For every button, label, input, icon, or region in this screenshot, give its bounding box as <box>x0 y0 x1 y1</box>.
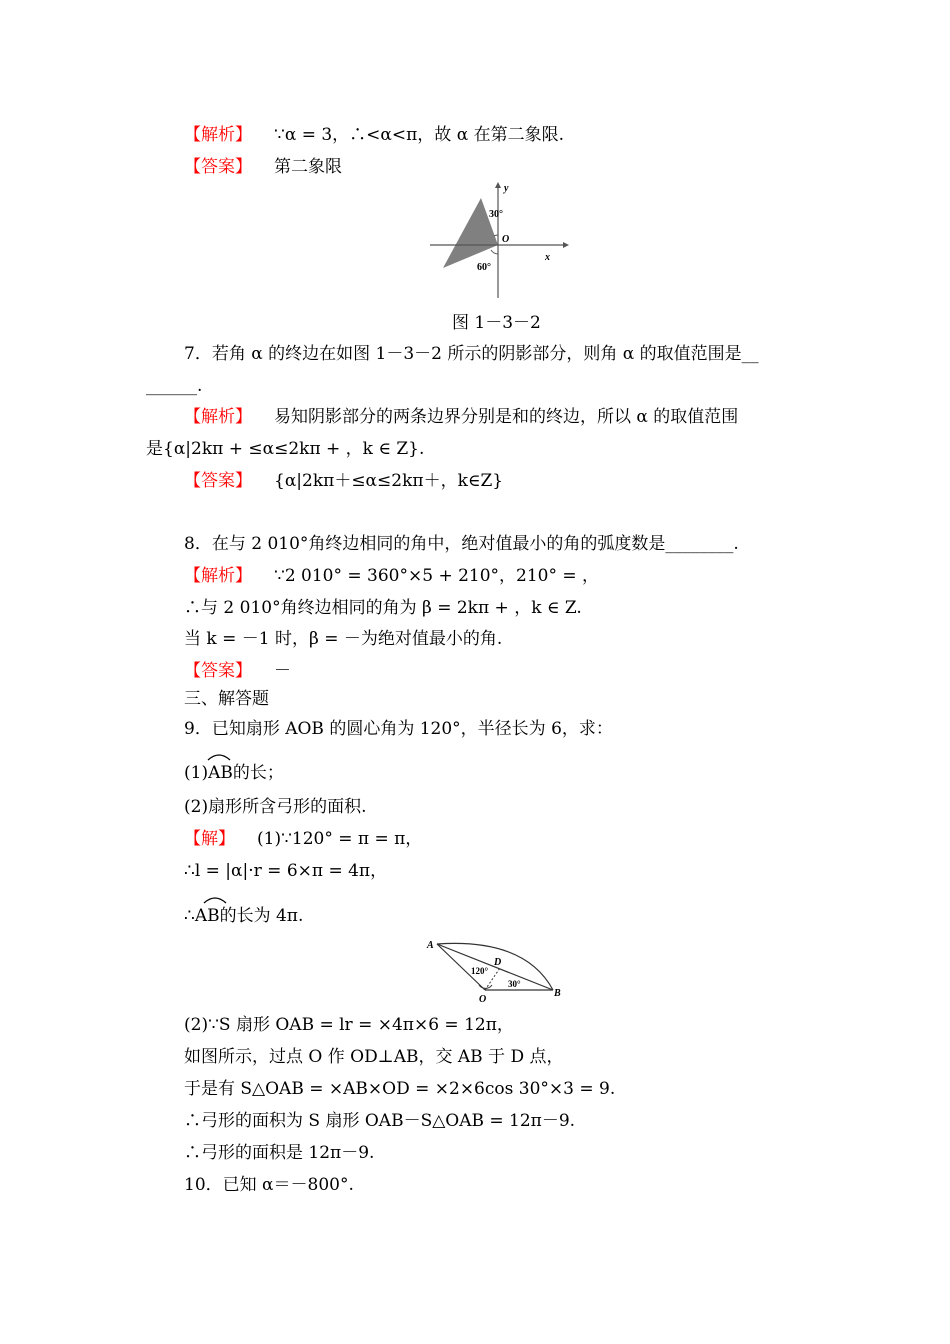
analysis-line-2 <box>184 406 738 428</box>
solution-line-2 <box>184 860 387 882</box>
y-label: y <box>504 183 509 194</box>
analysis-tag: 【解析】 <box>184 566 252 586</box>
answer-line-2 <box>184 470 503 492</box>
point-b-label: B <box>554 988 561 999</box>
angle-arc-top <box>494 235 498 236</box>
solution-line-5 <box>184 1046 564 1068</box>
solution-line-6 <box>184 1078 615 1100</box>
question-7-line-2 <box>146 375 202 397</box>
angle-label-60: 60° <box>477 262 491 273</box>
origin-label: O <box>502 234 510 245</box>
x-axis-arrow-icon <box>563 242 569 248</box>
answer-text: － <box>274 661 291 681</box>
question-10 <box>184 1174 354 1196</box>
question-8 <box>184 533 739 555</box>
solution-text: ∴弓形的面积为 S 扇形 OAB－S△OAB = 12π－9. <box>184 1111 576 1131</box>
solution-text: ∴弓形的面积是 12π－9. <box>184 1143 375 1163</box>
point-a-label: A <box>427 940 434 951</box>
analysis-line-3 <box>184 565 599 587</box>
question-9-part-2-text: (2)扇形所含弓形的面积. <box>184 797 367 817</box>
angle-label-120: 120° <box>471 966 489 976</box>
solution-text: 如图所示，过点 O 作 OD⊥AB，交 AB 于 D 点， <box>184 1047 564 1067</box>
analysis-text: ∵2 010° = 360°×5 + 210°，210° = ， <box>274 566 600 586</box>
angle-label-30: 30° <box>489 209 503 220</box>
solution-text: 于是有 S△OAB = ×AB×OD = ×2×6cos 30°×3 = 9. <box>184 1079 616 1099</box>
solution-line-1 <box>184 828 422 850</box>
question-9-text: 9．已知扇形 AOB 的圆心角为 120°，半径长为 6，求： <box>184 719 613 739</box>
analysis-text: ∵α = 3，∴<α<π，故 α 在第二象限. <box>274 125 564 145</box>
angle-label-30: 30° <box>508 979 521 989</box>
question-7-text: 7．若角 α 的终边在如图 1－3－2 所示的阴影部分，则角 α 的取值范围是__ <box>184 344 759 364</box>
answer-tag: 【答案】 <box>184 157 252 177</box>
arc-symbol-icon <box>206 750 232 762</box>
point-d-label: D <box>494 957 502 968</box>
figure-sector <box>425 936 570 1006</box>
analysis-line-1 <box>184 124 564 146</box>
analysis-tag: 【解析】 <box>184 407 252 427</box>
point-o-label: O <box>479 994 487 1005</box>
question-7-line-1 <box>184 343 759 365</box>
solution-tag: 【解】 <box>184 829 235 849</box>
solution-line-7 <box>184 1110 575 1132</box>
analysis-text-cont: 是{α|2kπ + ≤α≤2kπ + ，k ∈ Z}. <box>146 439 425 459</box>
question-7-blank: ______. <box>146 376 203 396</box>
answer-line-3 <box>184 660 291 682</box>
answer-text: {α|2kπ＋≤α≤2kπ＋，k∈Z} <box>274 471 504 491</box>
solution-text: (1)∵120° = π = π， <box>257 829 423 849</box>
answer-tag: 【答案】 <box>184 661 252 681</box>
question-9 <box>184 718 613 740</box>
section-heading <box>184 688 269 710</box>
analysis-line-2b <box>146 438 424 460</box>
figure-caption: 图 1－3－2 <box>452 313 541 333</box>
solution-line-8 <box>184 1142 374 1164</box>
analysis-text-cont: 当 k = －1 时，β = －为绝对值最小的角. <box>184 629 503 649</box>
answer-text: 第二象限 <box>274 157 342 177</box>
solution-text: ∴AB的长为 4π. <box>184 906 304 926</box>
analysis-text: 易知阴影部分的两条边界分别是和的终边，所以 α 的取值范围 <box>274 407 739 427</box>
question-10-text: 10．已知 α＝－800°. <box>184 1175 354 1195</box>
question-9-part-1-text: (1)AB的长； <box>184 763 284 783</box>
analysis-text-cont: ∴与 2 010°角终边相同的角为 β = 2kπ + ，k ∈ Z. <box>184 598 582 618</box>
solution-text: (2)∵S 扇形 OAB = lr = ×4π×6 = 12π， <box>184 1015 514 1035</box>
solution-text: ∴l = |α|·r = 6×π = 4π， <box>184 861 388 881</box>
arc-symbol-icon <box>202 893 228 905</box>
angle-arc-bottom <box>491 250 498 254</box>
x-label: x <box>545 252 550 263</box>
analysis-tag: 【解析】 <box>184 125 252 145</box>
solution-line-4 <box>184 1014 514 1036</box>
question-9-part-1 <box>184 762 284 784</box>
section-title: 三、解答题 <box>184 689 269 709</box>
analysis-line-3c <box>184 628 502 650</box>
question-8-text: 8．在与 2 010°角终边相同的角中，绝对值最小的角的弧度数是________. <box>184 534 739 554</box>
analysis-line-3b <box>184 597 582 619</box>
question-9-part-2 <box>184 796 366 818</box>
y-axis-arrow-icon <box>495 182 501 188</box>
answer-tag: 【答案】 <box>184 471 252 491</box>
figure-angle-region <box>425 180 570 300</box>
answer-line-1 <box>184 156 342 178</box>
solution-line-3 <box>184 905 303 927</box>
